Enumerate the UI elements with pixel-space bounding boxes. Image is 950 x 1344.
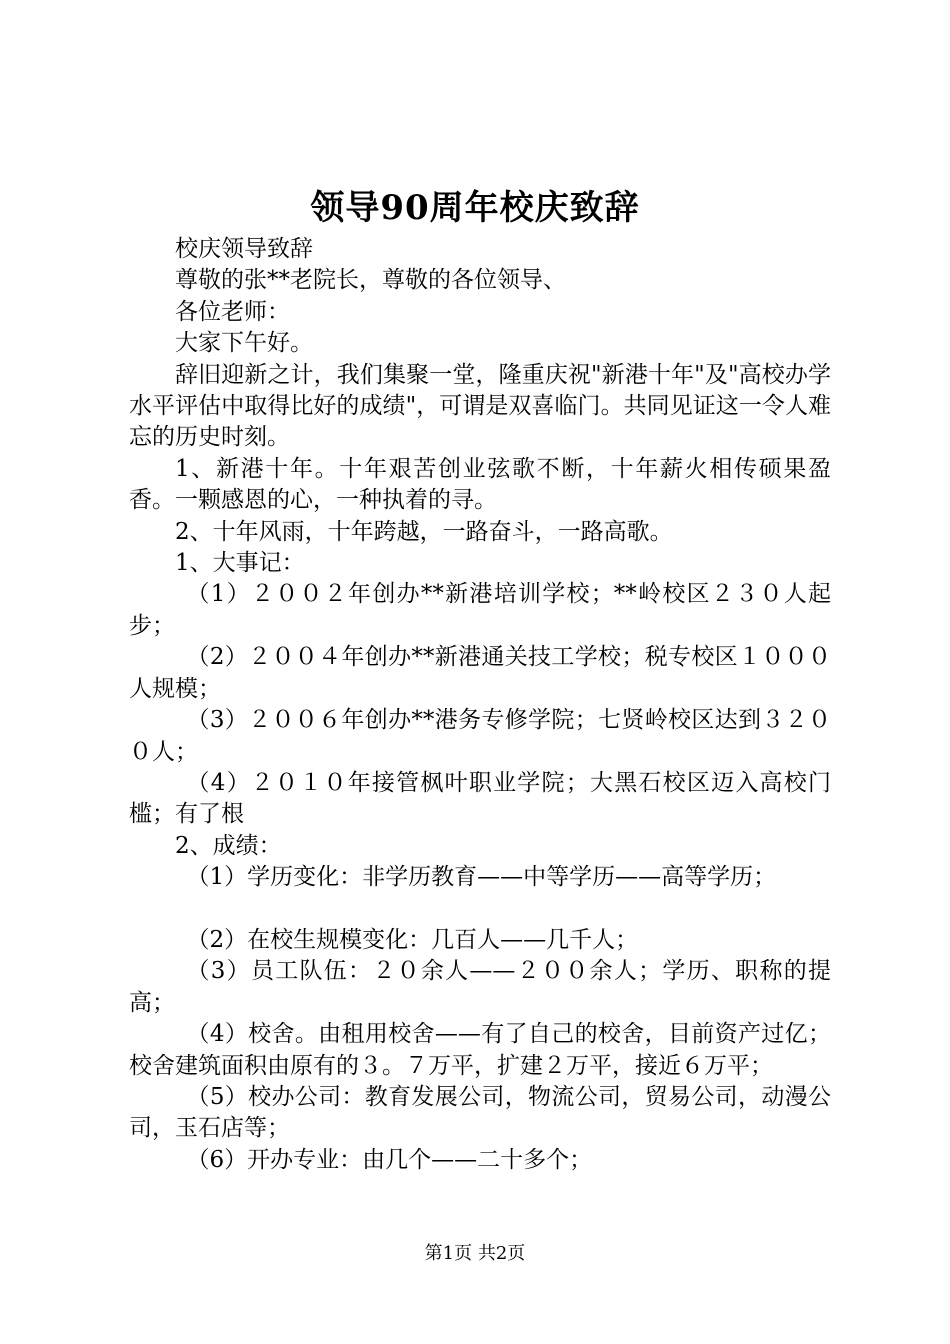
paragraph: （2）２００４年创办**新港通关技工学校；税专校区１０００人规模；: [129, 644, 831, 702]
paragraph: 尊敬的张**老院长，尊敬的各位领导、: [175, 267, 566, 294]
paragraph: 各位老师：: [175, 298, 290, 325]
paragraph: （1）学历变化：非学历教育——中等学历——高等学历；: [186, 864, 777, 891]
paragraph: 校庆领导致辞: [175, 236, 313, 262]
paragraph: （4）校舍。由租用校舍——有了自己的校舍，目前资产过亿；校舍建筑面积由原有的３。７万平，扩建２万平，接近６万平；: [129, 1021, 831, 1079]
paragraph: （3）员工队伍：２０余人——２００余人；学历、职称的提高；: [129, 958, 831, 1016]
page-number: 第1页 共2页: [424, 1243, 526, 1264]
paragraph: 辞旧迎新之计，我们集聚一堂，隆重庆祝"新港十年"及"高校办学水平评估中取得比好的成绩"，可谓是双喜临门。共同见证这一令人难忘的历史时刻。: [129, 361, 831, 451]
document-body: [129, 234, 831, 1176]
paragraph: （4）２０１０年接管枫叶职业学院；大黑石校区迈入高校门槛；有了根: [129, 769, 831, 828]
document-title: 领导90周年校庆致辞: [310, 188, 640, 228]
paragraph: （1）２００２年创办**新港培训学校；**岭校区２３０人起步；: [129, 581, 831, 639]
paragraph: 1、大事记：: [175, 550, 305, 577]
paragraph: （5）校办公司：教育发展公司，物流公司，贸易公司，动漫公司，玉石店等；: [129, 1083, 831, 1142]
paragraph: 1、新港十年。十年艰苦创业弦歌不断，十年薪火相传硕果盈香。一颗感恩的心，一种执着的寻。: [129, 455, 831, 514]
paragraph: （6）开办专业：由几个——二十多个；: [186, 1146, 593, 1173]
paragraph: （3）２００６年创办**港务专修学院；七贤岭校区达到３２００人；: [129, 707, 831, 765]
paragraph: 大家下午好。: [175, 330, 313, 357]
blank-line: [129, 894, 831, 925]
paragraph: （2）在校生规模变化：几百人——几千人；: [186, 926, 639, 953]
paragraph: 2、十年风雨，十年跨越，一路奋斗，一路高歌。: [175, 518, 673, 545]
paragraph: 2、成绩：: [175, 832, 282, 859]
